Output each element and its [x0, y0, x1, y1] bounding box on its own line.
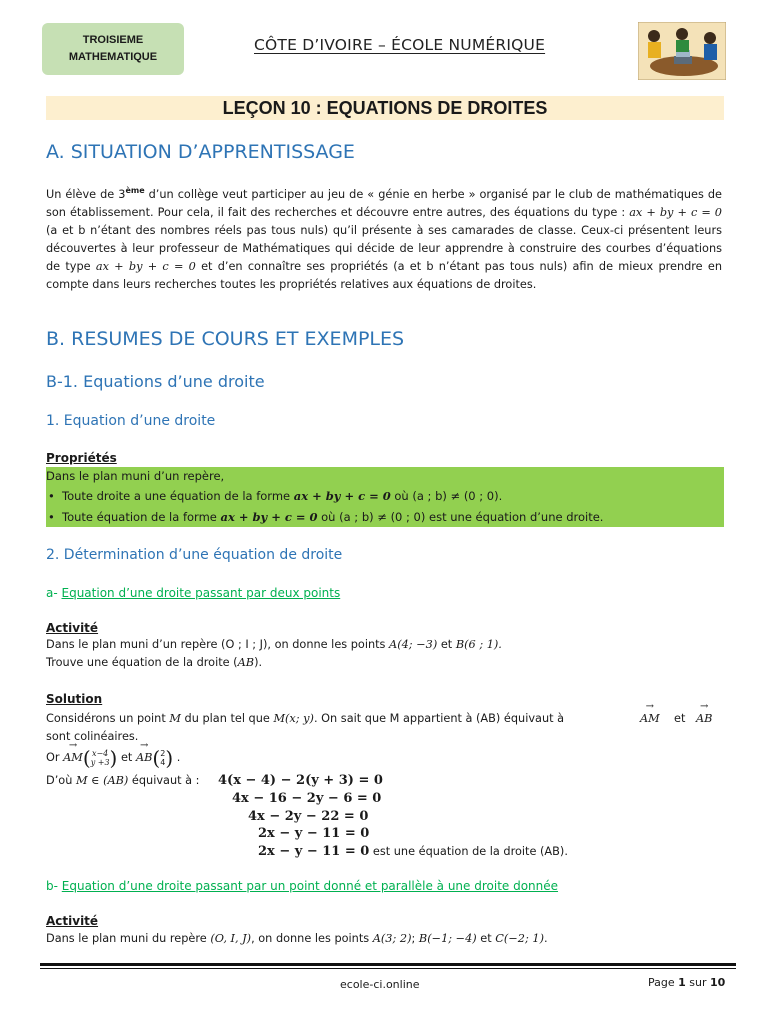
vector-et-label: et: [674, 712, 686, 725]
subsection-a-title: a- Equation d’une droite passant par deux points: [46, 586, 341, 600]
solution-line-2: sont colinéaires.: [46, 730, 139, 743]
properties-label: Propriétés: [46, 451, 117, 465]
vector-ab-label: → AB: [696, 712, 712, 725]
section-a-title: A. SITUATION D’APPRENTISSAGE: [46, 141, 355, 163]
equation-step-4: 2x − y − 11 = 0: [258, 826, 370, 841]
vector-am-label: → AM: [640, 712, 660, 725]
badge-subject: MATHEMATIQUE: [68, 51, 158, 63]
footer-rule-thin: [40, 968, 736, 969]
activity-line-2: Trouve une équation de la droite (AB).: [46, 656, 263, 669]
section-b-title: B. RESUMES DE COURS ET EXEMPLES: [46, 328, 405, 350]
subsection-2-title: 2. Détermination d’une équation de droite: [46, 547, 343, 563]
solution-vectors: Or → AM(x−4 y +3) et → AB(2 4) .: [46, 746, 180, 770]
site-title: CÔTE D’IVOIRE – ÉCOLE NUMÉRIQUE: [254, 36, 546, 54]
activity-2-line: Dans le plan muni du repère (O, I, J), on donne les points A(3; 2); B(−1; −4) et C(−2; 1).: [46, 932, 548, 945]
logo-illustration-icon: [638, 22, 726, 80]
properties-intro: Dans le plan muni d’un repère,: [46, 469, 225, 483]
activity-2-label: Activité: [46, 914, 99, 928]
lesson-title: LEÇON 10 : EQUATIONS DE DROITES: [46, 96, 724, 120]
solution-line-dou: D’où M ∈ (AB) équivaut à :: [46, 774, 200, 787]
equation-step-1: 4(x − 4) − 2(y + 3) = 0: [218, 773, 383, 788]
footer-page-number: Page 1 sur 10: [648, 976, 726, 989]
badge-level: TROISIEME: [82, 34, 144, 46]
activity-label: Activité: [46, 621, 99, 635]
solution-label: Solution: [46, 692, 103, 706]
property-2: • Toute équation de la forme ax + by + c = 0 où (a ; b) ≠ (0 ; 0) est une équation d’une droite.: [48, 510, 604, 524]
situation-paragraph: Un élève de 3ème d’un collège veut participer au jeu de « génie en herbe » organisé par le club de mathématiques de son établissement. Pour cela, il fait des recherches et découvre entre autres, des équations du type : ax + by + c = 0 (a et b n’étant des nombres réels pas tous nuls) qu’il présente à ses camarades de classe. Ceux-ci présentent leurs découvertes à leur professeur de Mathématiques qui décide de leur apprendre à construire des courbes d’équations de type ax + by + c = 0 et d’en connaître ses propriétés (a et b n’étant pas tous nuls) afin de mieux prendre en compte dans leurs recherches toutes les propriétés relatives aux équations de droites.: [46, 186, 723, 291]
activity-line-1: Dans le plan muni d’un repère (O ; I ; J), on donne les points A(4; −3) et B(6 ; 1).: [46, 638, 502, 651]
class-badge: [42, 23, 184, 75]
footer-rule-thick: [40, 963, 736, 966]
subsection-b1-title: B-1. Equations d’une droite: [46, 372, 265, 391]
equation-step-2: 4x − 16 − 2y − 6 = 0: [232, 791, 382, 806]
solution-line-1: Considérons un point M du plan tel que M(x; y). On sait que M appartient à (AB) équivaut à: [46, 712, 565, 725]
subsection-b-title: b- Equation d’une droite passant par un point donné et parallèle à une droite donnée: [46, 879, 559, 893]
footer-site: ecole-ci.online: [340, 978, 420, 991]
equation-step-5: 2x − y − 11 = 0 est une équation de la droite (AB).: [258, 844, 568, 859]
property-1: • Toute droite a une équation de la forme ax + by + c = 0 où (a ; b) ≠ (0 ; 0).: [48, 489, 503, 503]
subsection-1-title: 1. Equation d’une droite: [46, 413, 216, 429]
equation-step-3: 4x − 2y − 22 = 0: [248, 809, 369, 824]
